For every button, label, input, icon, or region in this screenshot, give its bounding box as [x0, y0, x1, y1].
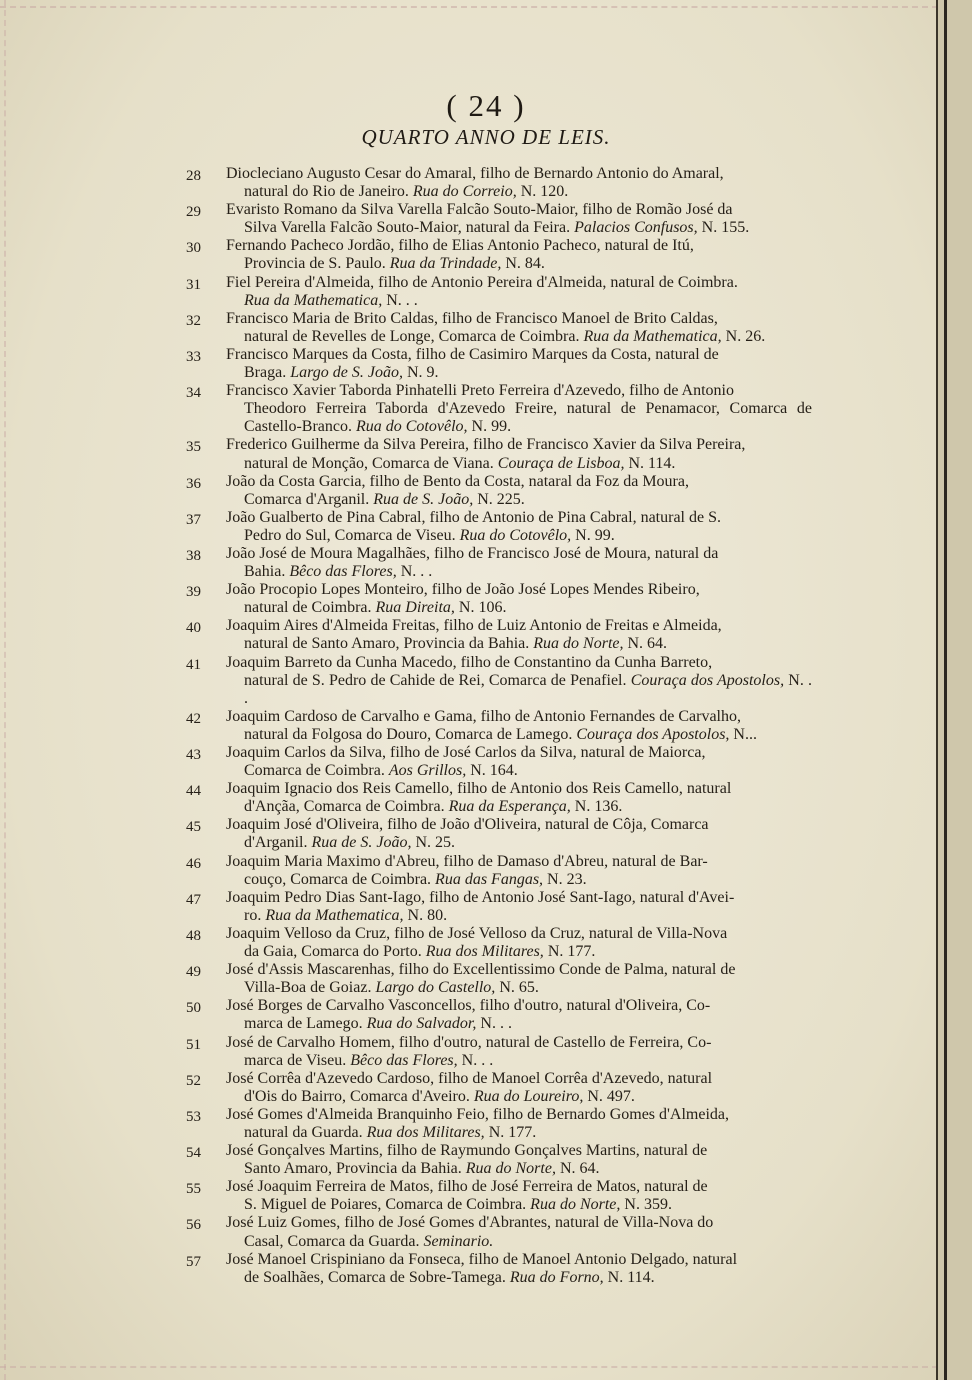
entry-continuation — [226, 255, 812, 273]
entry-first-line: Joaquim Velloso da Cruz, filho de José Velloso da Cruz, natural de Villa-Nova — [226, 924, 728, 942]
entry-text — [226, 617, 812, 653]
entry-continuation — [226, 1088, 812, 1106]
list-item — [186, 708, 812, 744]
entry-address: Rua do Forno, — [509, 1268, 604, 1286]
entry-origin: Comarca de Coimbra. — [244, 762, 385, 780]
list-item — [186, 274, 812, 310]
entry-text — [226, 654, 812, 708]
entry-origin: Provincia de S. Paulo. — [244, 255, 386, 273]
entry-house-number: N. 120. — [520, 183, 569, 201]
entry-text — [226, 1178, 812, 1214]
entry-first-line: Fiel Pereira d'Almeida, filho de Antonio Pereira d'Almeida, natural de Coimbra. — [226, 273, 738, 291]
entry-house-number: N. . . — [480, 1015, 512, 1033]
entry-first-line: Joaquim Ignacio dos Reis Camello, filho de Antonio dos Reis Camello, natural — [226, 780, 732, 798]
entry-address: Largo de S. João, — [290, 364, 403, 382]
entry-number: 53 — [186, 1108, 201, 1125]
entry-first-line: Evaristo Romano da Silva Varella Falcão Souto-Maior, filho de Romão José da — [226, 201, 733, 219]
entry-first-line: Francisco Xavier Taborda Pinhatelli Preto Ferreira d'Azevedo, filho de Antonio — [226, 382, 734, 400]
entry-origin: natural de Santo Amaro, Provincia da Bahia. — [244, 635, 530, 653]
bottom-edge-perforation — [0, 1366, 938, 1370]
entry-origin: d'Arganil. — [244, 834, 308, 852]
entry-continuation — [226, 1196, 812, 1214]
entry-continuation — [226, 328, 812, 346]
list-item — [186, 1142, 812, 1178]
entry-continuation — [226, 1124, 812, 1142]
entry-address: Rua dos Militares, — [425, 943, 544, 961]
list-item — [186, 201, 812, 237]
entry-house-number: N. 164. — [470, 762, 518, 780]
entry-text — [226, 581, 812, 617]
entry-continuation — [226, 364, 812, 382]
entry-text — [226, 237, 812, 273]
entry-origin: Comarca d'Arganil. — [244, 490, 370, 508]
entry-first-line: João José de Moura Magalhães, filho de Francisco José de Moura, natural da — [226, 544, 719, 562]
entry-number: 29 — [186, 204, 201, 221]
entry-text — [226, 310, 812, 346]
entry-address: Couraça de Lisboa, — [497, 454, 625, 472]
entry-number: 55 — [186, 1181, 201, 1198]
entry-house-number: N. 497. — [587, 1087, 635, 1105]
entry-origin: natural de Revelles de Longe, Comarca de Coimbra. — [244, 327, 580, 345]
entry-origin: marca de Viseu. — [244, 1051, 347, 1069]
entry-origin: marca de Lamego. — [244, 1015, 363, 1033]
list-item — [186, 382, 812, 436]
entry-continuation — [226, 834, 812, 852]
entry-text — [226, 545, 812, 581]
list-item — [186, 436, 812, 472]
entry-address: Rua de S. João, — [311, 834, 412, 852]
entry-house-number: N... — [733, 725, 757, 743]
entry-address: Couraça dos Apostolos, — [630, 671, 785, 689]
entry-address: Palacios Confusos, — [574, 219, 698, 237]
entry-address: Rua das Fangas, — [435, 870, 544, 888]
entry-number: 43 — [186, 747, 201, 763]
entry-number: 56 — [186, 1217, 201, 1234]
list-item — [186, 545, 812, 581]
entry-first-line: Joaquim Barreto da Cunha Macedo, filho de Constantino da Cunha Barreto, — [226, 653, 713, 671]
list-item — [186, 925, 812, 961]
entry-first-line: Joaquim José d'Oliveira, filho de João d'Oliveira, natural de Côja, Comarca — [226, 816, 709, 834]
list-item — [186, 581, 812, 617]
list-item — [186, 310, 812, 346]
entry-first-line: Joaquim Pedro Dias Sant-Iago, filho de Antonio José Sant-Iago, natural d'Avei- — [226, 888, 735, 906]
list-item — [186, 1106, 812, 1142]
list-item — [186, 816, 812, 852]
entry-first-line: Joaquim Cardoso de Carvalho e Gama, filho de Antonio Fernandes de Carvalho, — [226, 707, 741, 725]
entry-origin: natural da Folgosa do Douro, Comarca de Lamego. — [244, 725, 573, 743]
entry-text — [226, 744, 812, 780]
list-item — [186, 853, 812, 889]
entry-address: Seminario. — [423, 1232, 494, 1250]
entry-number: 52 — [186, 1072, 201, 1089]
entry-number: 30 — [186, 240, 201, 257]
list-item — [186, 473, 812, 509]
list-item — [186, 744, 812, 780]
entry-text — [226, 509, 812, 545]
entry-first-line: João Gualberto de Pina Cabral, filho de Antonio de Pina Cabral, natural de S. — [226, 508, 721, 526]
entry-house-number: N. . . — [386, 291, 418, 309]
entry-origin: natural do Rio de Janeiro. — [244, 183, 409, 201]
list-item — [186, 1251, 812, 1287]
entry-first-line: Joaquim Carlos da Silva, filho de José Carlos da Silva, natural de Maiorca, — [226, 744, 706, 761]
page-number: ( 24 ) — [446, 88, 526, 123]
entry-text — [226, 274, 812, 310]
entry-house-number: N. 23. — [547, 870, 587, 888]
entry-continuation — [226, 527, 812, 545]
entry-text — [226, 708, 812, 744]
entry-address: Rua do Loureiro, — [473, 1087, 584, 1105]
entry-number: 57 — [186, 1253, 201, 1270]
entry-number: 36 — [186, 475, 201, 492]
running-title: QUARTO ANNO DE LEIS. — [361, 125, 611, 149]
entry-origin: Villa-Boa de Goiaz. — [244, 979, 372, 997]
entry-address: Rua do Cotovêlo, — [355, 418, 468, 436]
entry-first-line: Joaquim Aires d'Almeida Freitas, filho de Luiz Antonio de Freitas e Almeida, — [226, 617, 722, 635]
entry-address: Rua do Norte, — [465, 1160, 556, 1178]
entry-origin: Theodoro Ferreira Taborda d'Azevedo Freire, natural de Penamacor, Comarca de Castello-Branco. — [244, 400, 812, 436]
entry-number: 51 — [186, 1036, 201, 1053]
entry-continuation — [226, 1269, 812, 1287]
entry-number: 31 — [186, 276, 201, 293]
entry-continuation — [226, 1160, 812, 1178]
entry-origin: natural de S. Pedro de Cahide de Rei, Comarca de Penafiel. — [244, 671, 627, 689]
entry-number: 44 — [186, 783, 201, 800]
entry-address: Rua da Esperança, — [448, 798, 571, 816]
entry-continuation — [226, 1233, 812, 1251]
entry-number: 33 — [186, 348, 201, 365]
entry-address: Rua de S. João, — [373, 490, 474, 508]
entry-origin: Bahia. — [244, 563, 286, 581]
entry-number: 38 — [186, 547, 201, 564]
entry-address: Rua da Mathematica, — [583, 327, 722, 345]
entry-first-line: José Manoel Crispiniano da Fonseca, filho de Manoel Antonio Delgado, natural — [226, 1250, 738, 1268]
entry-house-number: N. 136. — [574, 798, 623, 816]
entry-continuation — [226, 871, 812, 889]
entry-house-number: N. 106. — [458, 599, 507, 617]
entry-number: 32 — [186, 312, 201, 329]
entry-origin: natural de Coimbra. — [244, 599, 372, 617]
list-item — [186, 997, 812, 1033]
entry-first-line: João Procopio Lopes Monteiro, filho de João José Lopes Mendes Ribeiro, — [226, 581, 700, 599]
entry-house-number: N. 114. — [607, 1268, 655, 1286]
entry-continuation — [226, 762, 812, 780]
entry-text — [226, 816, 812, 852]
entry-first-line: José Corrêa d'Azevedo Cardoso, filho de Manoel Corrêa d'Azevedo, natural — [226, 1069, 713, 1087]
entry-house-number: N. . . — [244, 671, 813, 707]
entry-house-number: N. 225. — [477, 490, 525, 508]
entry-text — [226, 925, 812, 961]
entry-text — [226, 1034, 812, 1070]
entry-continuation — [226, 943, 812, 961]
entry-text — [226, 1251, 812, 1287]
entry-number: 41 — [186, 656, 201, 673]
entry-origin: Silva Varella Falcão Souto-Maior, natural da Feira. — [244, 219, 571, 237]
entry-house-number: N. 9. — [406, 364, 439, 382]
entry-number: 28 — [186, 168, 201, 184]
entry-house-number: N. 84. — [505, 255, 545, 273]
entry-text — [226, 165, 812, 201]
entry-first-line: José Borges de Carvalho Vasconcellos, filho d'outro, natural d'Oliveira, Co- — [226, 997, 711, 1015]
entry-address: Rua do Correio, — [412, 183, 517, 201]
list-item — [186, 889, 812, 925]
entry-number: 40 — [186, 620, 201, 637]
entry-first-line: José Luiz Gomes, filho de José Gomes d'Abrantes, natural de Villa-Nova do — [226, 1214, 714, 1232]
entry-number: 48 — [186, 927, 201, 944]
entry-text — [226, 853, 812, 889]
entry-first-line: José d'Assis Mascarenhas, filho do Excellentissimo Conde de Palma, natural de — [226, 961, 736, 979]
entry-address: Largo do Castello, — [375, 979, 496, 997]
entry-number: 37 — [186, 511, 201, 528]
entry-text — [226, 382, 812, 436]
entry-address: Rua da Mathematica, — [244, 291, 383, 309]
binding-edge — [936, 0, 972, 1380]
entry-address: Rua do Norte, — [530, 1196, 621, 1214]
entry-number: 39 — [186, 584, 201, 601]
entry-address: Rua do Salvador, — [366, 1015, 477, 1033]
list-item — [186, 1214, 812, 1250]
entry-address: Aos Grillos, — [388, 762, 467, 780]
entry-first-line: Joaquim Maria Maximo d'Abreu, filho de Damaso d'Abreu, natural de Bar- — [226, 852, 708, 870]
list-item — [186, 780, 812, 816]
entry-origin: Braga. — [244, 364, 287, 382]
entry-number: 54 — [186, 1145, 201, 1162]
list-item — [186, 165, 812, 201]
entry-first-line: José Gonçalves Martins, filho de Raymundo Gonçalves Martins, natural de — [226, 1142, 708, 1160]
entry-number: 42 — [186, 710, 201, 727]
entry-address: Rua da Mathematica, — [265, 906, 404, 924]
entry-house-number: N. 80. — [407, 906, 448, 924]
entry-house-number: N. 177. — [547, 943, 596, 961]
entry-origin: d'Ois do Bairro, Comarca d'Aveiro. — [244, 1087, 470, 1105]
entry-continuation — [226, 183, 812, 201]
entry-house-number: N. 26. — [725, 327, 766, 345]
entry-house-number: N. 64. — [627, 635, 668, 653]
entry-continuation — [226, 1015, 812, 1033]
entry-text — [226, 346, 812, 382]
entry-address: Couraça dos Apostolos, — [576, 725, 730, 743]
entry-origin: d'Ançãa, Comarca de Coimbra. — [244, 798, 445, 816]
entry-number: 34 — [186, 385, 201, 402]
entry-continuation — [226, 563, 812, 581]
entry-address: Rua do Norte, — [533, 635, 624, 653]
entry-text — [226, 997, 812, 1033]
entry-first-line: José Joaquim Ferreira de Matos, filho de José Ferreira de Matos, natural de — [226, 1178, 708, 1196]
entry-origin: Casal, Comarca da Guarda. — [244, 1232, 420, 1250]
entry-house-number: N. 155. — [701, 219, 750, 237]
entry-continuation — [226, 979, 812, 997]
entry-first-line: Francisco Marques da Costa, filho de Casimiro Marques da Costa, natural de — [226, 345, 719, 363]
list-item — [186, 1070, 812, 1106]
entry-continuation — [226, 400, 812, 436]
entry-continuation — [226, 1052, 812, 1070]
entry-address: Rua dos Militares, — [366, 1123, 485, 1141]
entry-origin: couço, Comarca de Coimbra. — [244, 870, 432, 888]
list-item — [186, 237, 812, 273]
top-edge-perforation — [0, 0, 938, 8]
entry-first-line: Diocleciano Augusto Cesar do Amaral, filho de Bernardo Antonio do Amaral, — [226, 165, 724, 182]
entry-text — [226, 473, 812, 509]
entry-continuation — [226, 635, 812, 653]
entry-text — [226, 1142, 812, 1178]
entry-origin: de Soalhães, Comarca de Sobre-Tamega. — [244, 1268, 506, 1286]
entry-continuation — [226, 219, 812, 237]
entry-origin: da Gaia, Comarca do Porto. — [244, 943, 422, 961]
entry-first-line: Francisco Maria de Brito Caldas, filho de Francisco Manoel de Brito Caldas, — [226, 309, 718, 327]
entry-house-number: N. 64. — [559, 1160, 600, 1178]
entry-first-line: João da Costa Garcia, filho de Bento da Costa, nataral da Foz da Moura, — [226, 472, 689, 490]
entry-origin: Pedro do Sul, Comarca de Viseu. — [244, 526, 456, 544]
list-item — [186, 1178, 812, 1214]
entry-address: Rua da Trindade, — [389, 255, 502, 273]
entry-origin: ro. — [244, 906, 262, 924]
entry-house-number: N. 65. — [499, 979, 539, 997]
entry-continuation — [226, 672, 812, 708]
entry-continuation — [226, 726, 812, 744]
entry-continuation — [226, 292, 812, 310]
entry-address: Bêco das Flores, — [350, 1051, 458, 1069]
entry-first-line: Fernando Pacheco Jordão, filho de Elias Antonio Pacheco, natural de Itú, — [226, 237, 694, 255]
entry-first-line: Frederico Guilherme da Silva Pereira, filho de Francisco Xavier da Silva Pereira, — [226, 436, 746, 454]
entry-house-number: N. 114. — [628, 454, 676, 472]
entry-number: 35 — [186, 439, 201, 456]
entry-origin: Santo Amaro, Provincia da Bahia. — [244, 1160, 462, 1178]
student-list — [186, 165, 812, 1287]
entry-text — [226, 436, 812, 472]
list-item — [186, 1034, 812, 1070]
entry-house-number: N. 99. — [471, 418, 512, 436]
entry-first-line: José Gomes d'Almeida Branquinho Feio, filho de Bernardo Gomes d'Almeida, — [226, 1105, 730, 1123]
entry-text — [226, 1106, 812, 1142]
entry-continuation — [226, 907, 812, 925]
entry-house-number: N. 359. — [624, 1196, 672, 1214]
list-item — [186, 654, 812, 708]
entry-house-number: N. 25. — [415, 834, 456, 852]
left-edge-perforation — [0, 0, 6, 1380]
entry-origin: natural da Guarda. — [244, 1123, 363, 1141]
entry-text — [226, 1070, 812, 1106]
list-item — [186, 617, 812, 653]
entry-continuation — [226, 798, 812, 816]
entry-text — [226, 961, 812, 997]
entry-text — [226, 201, 812, 237]
entry-origin: S. Miguel de Poiares, Comarca de Coimbra. — [244, 1196, 527, 1214]
entry-number: 46 — [186, 855, 201, 872]
entry-house-number: N. 99. — [575, 526, 615, 544]
entry-house-number: N. 177. — [488, 1123, 537, 1141]
entry-continuation — [226, 491, 812, 509]
entry-number: 49 — [186, 964, 201, 981]
entry-continuation — [226, 599, 812, 617]
entry-text — [226, 1214, 812, 1250]
list-item — [186, 509, 812, 545]
entry-origin: natural de Monção, Comarca de Viana. — [244, 454, 494, 472]
entry-number: 50 — [186, 1000, 201, 1017]
entry-number: 45 — [186, 819, 201, 836]
entry-first-line: José de Carvalho Homem, filho d'outro, natural de Castello de Ferreira, Co- — [226, 1033, 712, 1051]
entry-house-number: N. . . — [461, 1051, 494, 1069]
entry-house-number: N. . . — [400, 563, 433, 581]
entry-text — [226, 780, 812, 816]
list-item — [186, 961, 812, 997]
list-item — [186, 346, 812, 382]
entry-address: Rua do Cotovêlo, — [459, 526, 572, 544]
entry-address: Bêco das Flores, — [289, 563, 397, 581]
entry-continuation — [226, 455, 812, 473]
entry-text — [226, 889, 812, 925]
entry-address: Rua Direita, — [375, 599, 455, 617]
entry-number: 47 — [186, 891, 201, 908]
